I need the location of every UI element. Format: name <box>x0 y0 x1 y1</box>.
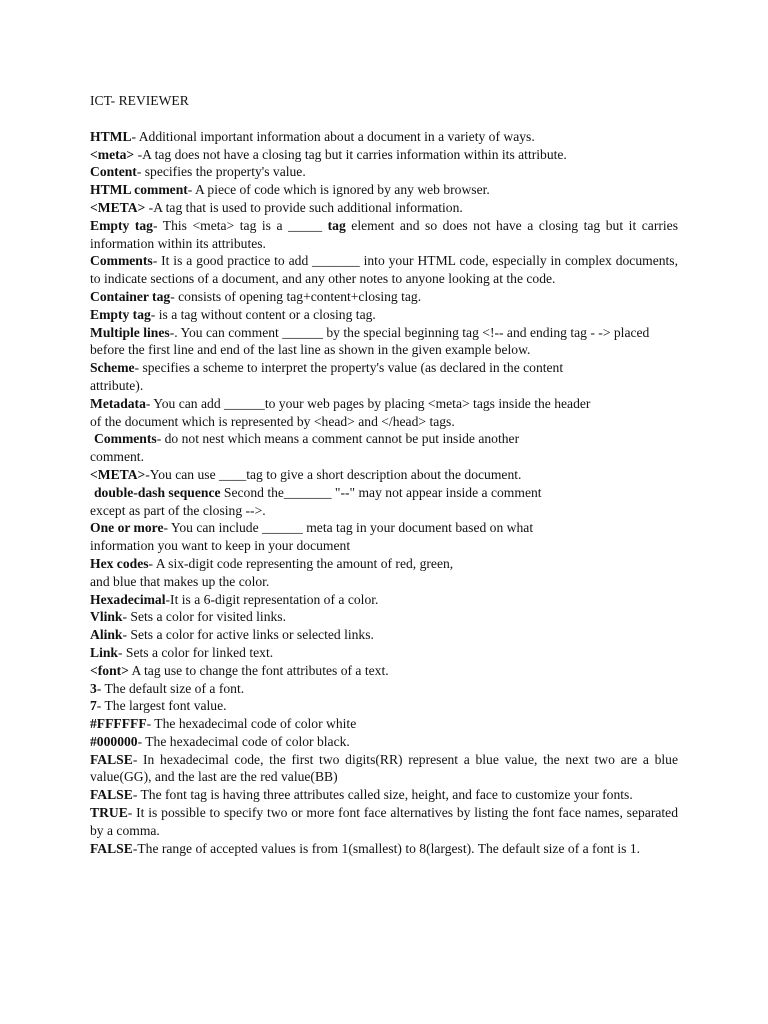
entry-text: - is a tag without content or a closing tag. <box>150 306 376 322</box>
entry-term: Empty tag <box>90 306 151 322</box>
entry-font-tag <box>90 662 678 680</box>
entry-term: Comments <box>90 253 153 269</box>
entry-false-3 <box>90 840 678 858</box>
entry-text: - This <meta> tag is a _____ <box>152 217 328 233</box>
entry-term: double-dash sequence <box>94 484 221 500</box>
entry-hex-codes <box>90 555 460 591</box>
entry-comments-1 <box>90 252 678 288</box>
document-page <box>90 92 678 857</box>
entry-hexadecimal <box>90 591 678 609</box>
entry-term: HTML comment <box>90 182 188 198</box>
entry-term: Scheme <box>90 360 135 376</box>
entry-false-1 <box>90 751 678 787</box>
entry-term: Vlink <box>90 609 123 625</box>
entry-term: Link <box>90 644 118 660</box>
entry-empty-tag-1 <box>90 217 678 253</box>
entry-term: Hex codes <box>90 555 149 571</box>
entry-html <box>90 128 600 146</box>
entry-term: <META> <box>90 466 146 482</box>
entry-term: Hexadecimal <box>90 591 166 607</box>
entry-meta-upper <box>90 199 678 217</box>
entry-empty-tag-2 <box>90 306 678 324</box>
entry-term: Alink <box>90 627 123 643</box>
entry-term: <font> <box>90 662 129 678</box>
entry-link <box>90 644 678 662</box>
entry-text: - It is a good practice to add _______ into your HTML code, especially in complex documents, to indicate sections of a document, and any other notes to anyone looking at the code. <box>90 253 678 287</box>
entry-text: - Sets a color for linked text. <box>117 644 274 660</box>
entry-alink <box>90 626 678 644</box>
entry-meta-tag <box>90 146 678 164</box>
entry-text: A tag use to change the font attributes of a text. <box>128 662 389 678</box>
entry-text: - The hexadecimal code of color white <box>146 716 357 732</box>
entry-term: One or more <box>90 520 164 536</box>
entry-term: Metadata <box>90 395 146 411</box>
entry-html-comment <box>90 181 678 199</box>
entry-term: Container tag <box>90 288 171 304</box>
entry-term: #000000 <box>90 733 138 749</box>
entry-term: 3 <box>90 680 97 696</box>
entry-text: - A six-digit code representing the amount of red, green, and blue that makes up the color. <box>90 555 454 589</box>
entry-term: FALSE <box>90 751 133 767</box>
entry-bold-word: tag <box>327 217 346 233</box>
entry-term: Multiple lines <box>90 324 170 340</box>
entry-term: <META> <box>90 199 146 215</box>
entry-text: - It is possible to specify two or more font face alternatives by listing the font face names, separated by a comma. <box>90 805 678 838</box>
entry-text: - specifies the property's value. <box>136 164 306 180</box>
entry-term: Empty tag <box>90 217 153 233</box>
entry-term: 7 <box>90 698 97 714</box>
entry-term: HTML <box>90 128 132 144</box>
entry-comments-2 <box>90 430 570 466</box>
entry-text: - The largest font value. <box>96 698 227 714</box>
entry-term: #FFFFFF <box>90 716 147 732</box>
entry-text: -The range of accepted values is from 1(smallest) to 8(largest). The default size of a font is 1. <box>132 840 641 856</box>
entry-term: <meta> <box>90 146 135 162</box>
entry-text: element and so does not have a closing tag but it carries information within its attributes. <box>90 217 678 251</box>
entry-term: Comments <box>94 431 157 447</box>
entry-double-dash <box>90 484 575 520</box>
entry-scheme <box>90 359 570 395</box>
entry-metadata <box>90 395 605 431</box>
entry-content <box>90 163 678 181</box>
entry-text: - You can include ______ meta tag in your document based on what information you want to keep in your document <box>90 520 534 554</box>
entry-term: FALSE <box>90 840 133 856</box>
entry-text: - consists of opening tag+content+closing tag. <box>170 288 422 304</box>
entry-term: Content <box>90 164 137 180</box>
entry-meta-description <box>90 466 678 484</box>
entry-text: - specifies a scheme to interpret the property's value (as declared in the content attribute). <box>90 360 564 393</box>
entry-text: - The default size of a font. <box>96 680 245 696</box>
entry-largest-size <box>90 697 678 715</box>
document-title: ICT- REVIEWER <box>90 93 189 108</box>
entry-default-size <box>90 680 678 698</box>
entry-hex-white <box>90 715 678 733</box>
entry-true <box>90 804 678 840</box>
entry-text: - The font tag is having three attributes called size, height, and face to customize your fonts. <box>132 787 633 803</box>
entry-text: - Sets a color for visited links. <box>122 609 286 625</box>
entry-one-or-more <box>90 519 590 555</box>
entry-hex-black <box>90 733 678 751</box>
entry-text: - A piece of code which is ignored by any web browser. <box>187 182 490 198</box>
entry-text: - In hexadecimal code, the first two digits(RR) represent a blue value, the next two are a blue value(GG), and the last are the red value(BB) <box>90 751 678 785</box>
entry-text: - do not nest which means a comment cannot be put inside another comment. <box>90 431 520 465</box>
entry-false-2 <box>90 786 678 804</box>
entry-text: - Additional important information about a document in a variety of ways. <box>131 128 535 144</box>
entry-container-tag <box>90 288 678 306</box>
entry-text: -. You can comment ______ by the special beginning tag <!-- and ending tag - -> placed before the first line and end of the last line as shown in the given example below. <box>90 324 650 358</box>
entry-text: -You can use ____tag to give a short description about the document. <box>145 466 522 482</box>
entry-text: Second the_______ "--" may not appear inside a comment except as part of the closing -->. <box>90 484 542 518</box>
entry-multiple-lines <box>90 324 678 360</box>
entry-text: -A tag that is used to provide such additional information. <box>145 199 463 215</box>
entry-term: FALSE <box>90 787 133 803</box>
entry-text: -A tag does not have a closing tag but it carries information within its attribute. <box>134 146 567 162</box>
entry-text: - The hexadecimal code of color black. <box>137 733 350 749</box>
entry-text: -It is a 6-digit representation of a color. <box>165 591 379 607</box>
entry-term: TRUE <box>90 805 128 821</box>
entry-text: - Sets a color for active links or selected links. <box>122 627 374 643</box>
entry-text: - You can add ______to your web pages by placing <meta> tags inside the header of the document which is represented by <head> and </head> tags. <box>90 395 591 429</box>
entry-vlink <box>90 608 678 626</box>
